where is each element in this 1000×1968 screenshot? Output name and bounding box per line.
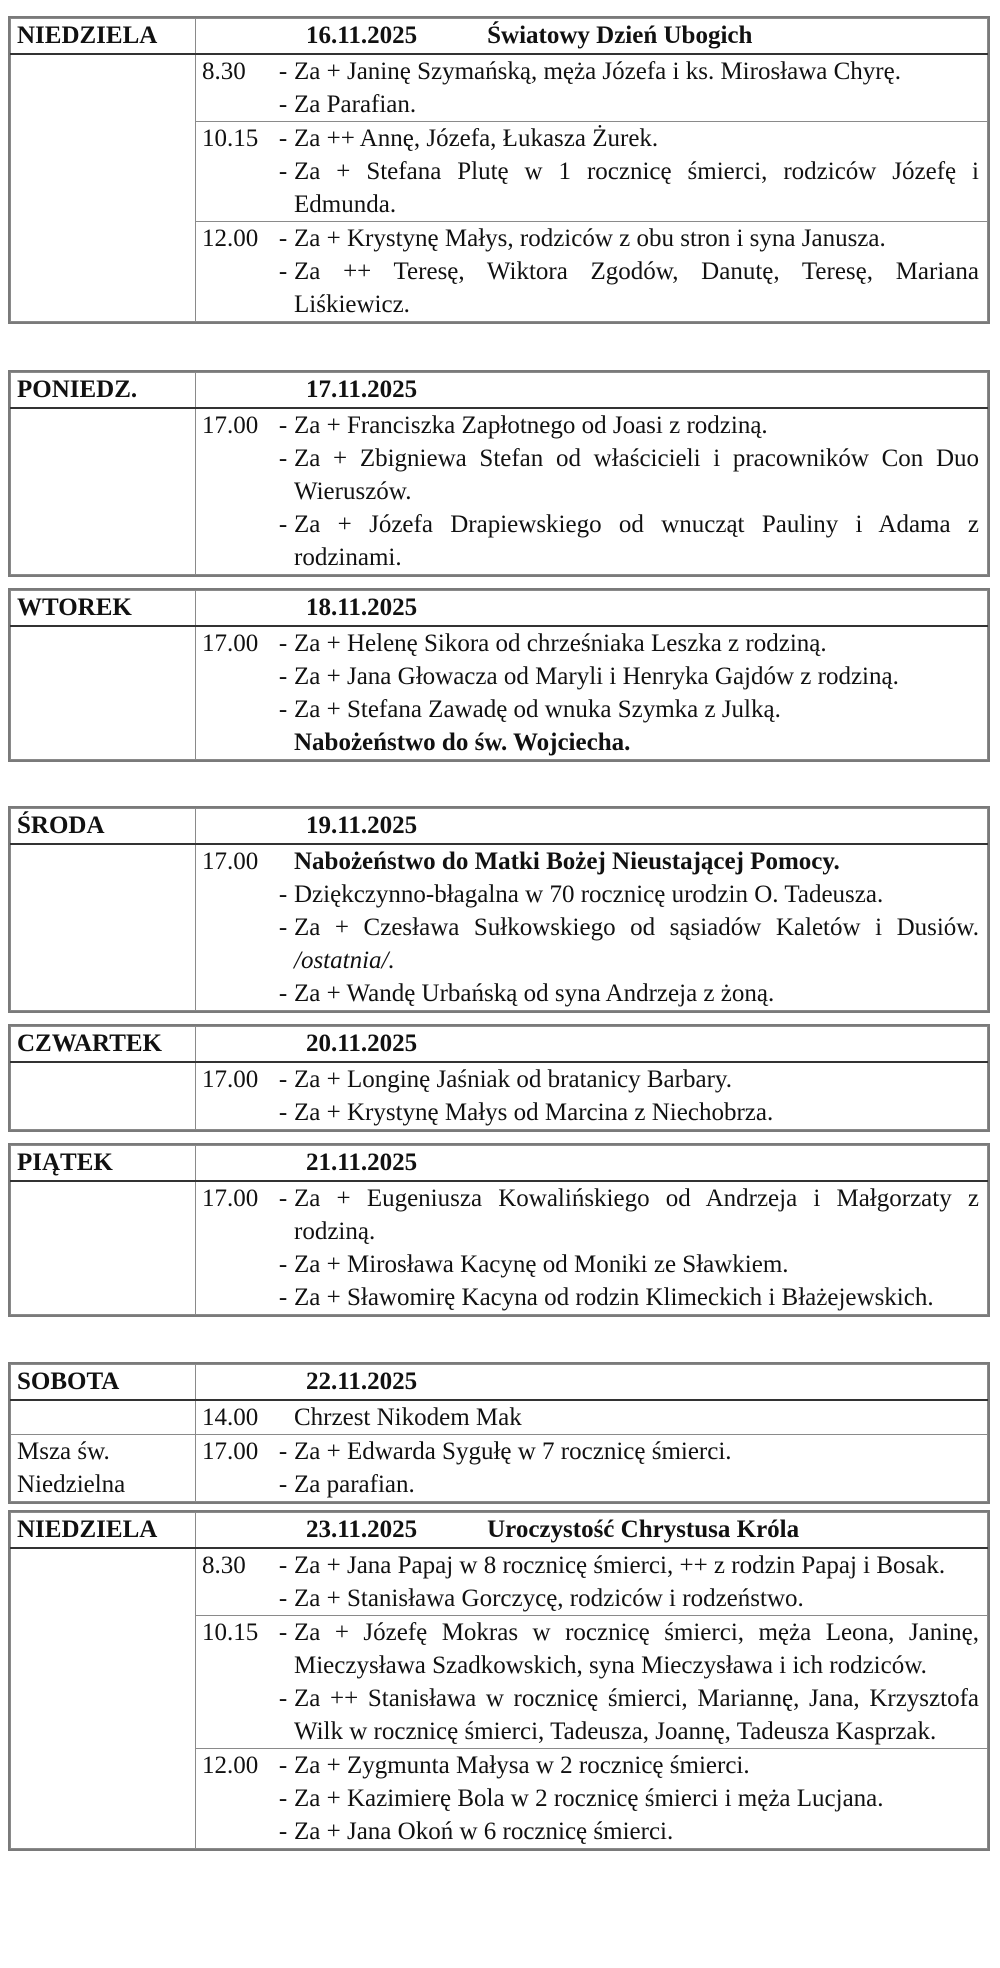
intention <box>202 1549 979 1582</box>
day-date: 18.11.2025 <box>306 594 418 621</box>
day-table <box>10 1145 988 1315</box>
time-spacer <box>202 1782 272 1815</box>
mass-heading-line <box>202 845 979 878</box>
mass-time: 10.15 <box>202 125 259 152</box>
day-name: CZWARTEK <box>11 1027 196 1063</box>
intention <box>202 255 979 321</box>
intention-text: Za Parafian. <box>294 91 417 118</box>
day-block <box>8 16 990 324</box>
intention-text: Za + Józefę Mokras w rocznicę śmierci, męża Leona, Janinę, Mieczysława Szadkowskich, syna Mieczysława i ich rodziców. <box>294 1619 979 1679</box>
dash-bullet: - <box>278 445 288 472</box>
spacer <box>272 1401 294 1434</box>
intention-text: Za + Stefana Zawadę od wnuka Szymka z Julką. <box>294 696 781 723</box>
day-name: ŚRODA <box>11 809 196 845</box>
intention <box>202 627 979 660</box>
feast-name: Światowy Dzień Ubogich <box>487 22 753 49</box>
day-header <box>196 19 988 55</box>
day-header-row <box>11 19 988 55</box>
intention-text: Za + Eugeniusza Kowalińskiego od Andrzeja i Małgorzaty z rodziną. <box>294 1185 979 1245</box>
dash-bullet: - <box>278 58 288 85</box>
day-left-cell <box>11 1181 196 1315</box>
dash-bullet: - <box>278 881 288 908</box>
day-left-cell <box>11 1062 196 1130</box>
intention <box>202 1435 979 1468</box>
intention <box>202 660 979 693</box>
mass-time: 12.00 <box>202 225 259 252</box>
mass-label <box>11 1400 196 1435</box>
mass-cell <box>196 122 988 222</box>
time-spacer <box>202 88 272 121</box>
dash-bullet: - <box>278 1438 288 1465</box>
mass-time: 14.00 <box>202 1404 259 1431</box>
day-block <box>8 806 990 1013</box>
day-date: 19.11.2025 <box>306 812 418 839</box>
time-spacer <box>202 1682 272 1748</box>
day-header-row <box>11 1365 988 1401</box>
day-header <box>196 1365 988 1401</box>
day-left-cell <box>11 54 196 322</box>
intention <box>202 911 979 977</box>
intention-text: Za + Zygmunta Małysa w 2 rocznicę śmierci. <box>294 1752 750 1779</box>
day-name: WTOREK <box>11 591 196 627</box>
dash-bullet: - <box>278 663 288 690</box>
time-spacer <box>202 442 272 508</box>
day-table <box>10 1364 988 1502</box>
intention <box>202 1281 979 1314</box>
time-spacer <box>202 1468 272 1501</box>
day-left-cell <box>11 408 196 575</box>
day-table <box>10 372 988 575</box>
day-header <box>196 1146 988 1182</box>
day-header <box>196 809 988 845</box>
day-block <box>8 588 990 762</box>
day-date: 23.11.2025 <box>306 1516 418 1543</box>
intention-text: Za + Krystynę Małys od Marcina z Niechobrza. <box>294 1099 774 1126</box>
intention-text: Za + Kazimierę Bola w 2 rocznicę śmierci i męża Lucjana. <box>294 1785 884 1812</box>
intention <box>202 409 979 442</box>
intention-text: Za ++ Teresę, Wiktora Zgodów, Danutę, Teresę, Mariana Liśkiewicz. <box>294 258 979 318</box>
day-date: 22.11.2025 <box>306 1368 418 1395</box>
time-spacer <box>202 1096 272 1129</box>
intention <box>202 878 979 911</box>
mass-row <box>11 844 988 1011</box>
day-header <box>196 1027 988 1063</box>
intention <box>202 155 979 221</box>
intention-text: Za + Edwarda Sygułę w 7 rocznicę śmierci. <box>294 1438 732 1465</box>
mass-cell <box>196 54 988 122</box>
intention-text: Za + Helenę Sikora od chrześniaka Leszka z rodziną. <box>294 630 827 657</box>
mass-time: 17.00 <box>202 848 259 875</box>
intention <box>202 1682 979 1748</box>
mass-row <box>11 1548 988 1616</box>
mass-cell <box>196 408 988 575</box>
intention-text: Za + Jana Papaj w 8 rocznicę śmierci, ++ z rodzin Papaj i Bosak. <box>294 1552 946 1579</box>
mass-row <box>11 408 988 575</box>
dash-bullet: - <box>278 1785 288 1812</box>
mass-heading-line <box>202 1401 979 1434</box>
mass-time: 8.30 <box>202 58 246 85</box>
mass-time: 17.00 <box>202 630 259 657</box>
day-table <box>10 590 988 760</box>
intention-text: Za + Janinę Szymańską, męża Józefa i ks. Mirosława Chyrę. <box>294 58 901 85</box>
intention-text: Dziękczynno-błagalna w 70 rocznicę urodzin O. Tadeusza. <box>294 881 884 908</box>
day-header-row <box>11 1513 988 1549</box>
day-name: NIEDZIELA <box>11 19 196 55</box>
intention-text: Za + Longinę Jaśniak od bratanicy Barbary. <box>294 1066 733 1093</box>
dash-bullet: - <box>278 125 288 152</box>
dash-bullet: - <box>278 1752 288 1779</box>
mass-time: 17.00 <box>202 1185 259 1212</box>
day-header-row <box>11 809 988 845</box>
mass-label: Msza św. Niedzielna <box>11 1435 196 1502</box>
intention <box>202 88 979 121</box>
day-date: 20.11.2025 <box>306 1030 418 1057</box>
day-name: PIĄTEK <box>11 1146 196 1182</box>
intention-text: Za + Józefa Drapiewskiego od wnucząt Pauliny i Adama z rodzinami. <box>294 511 979 571</box>
spacer <box>272 845 294 878</box>
mass-row <box>11 1400 988 1435</box>
mass-cell <box>196 1400 988 1435</box>
intention <box>202 693 979 726</box>
dash-bullet: - <box>278 1471 288 1498</box>
feast-name: Uroczystość Chrystusa Króla <box>487 1516 800 1543</box>
intention-text: Za + Mirosława Kacynę od Moniki ze Sławkiem. <box>294 1251 789 1278</box>
dash-bullet: - <box>278 1619 288 1646</box>
intention-text: Za + Stanisława Gorczycę, rodziców i rodzeństwo. <box>294 1585 804 1612</box>
intention <box>202 1749 979 1782</box>
day-block <box>8 1362 990 1504</box>
mass-time: 17.00 <box>202 412 259 439</box>
day-name: PONIEDZ. <box>11 373 196 409</box>
day-date: 17.11.2025 <box>306 376 418 403</box>
intention <box>202 55 979 88</box>
mass-cell <box>196 1749 988 1849</box>
dash-bullet: - <box>278 158 288 185</box>
mass-cell <box>196 844 988 1011</box>
intention-text: Za + Jana Okoń w 6 rocznicę śmierci. <box>294 1818 674 1845</box>
day-left-cell <box>11 844 196 1011</box>
intention-text: Za + Czesława Sułkowskiego od sąsiadów Kaletów i Dusiów. /ostatnia/. <box>294 914 979 974</box>
day-header-row <box>11 591 988 627</box>
mass-cell <box>196 1435 988 1502</box>
mass-row <box>11 54 988 122</box>
day-left-cell <box>11 626 196 760</box>
intention-text: Za + Jana Głowacza od Maryli i Henryka Gajdów z rodziną. <box>294 663 899 690</box>
day-header <box>196 591 988 627</box>
dash-bullet: - <box>278 258 288 285</box>
mass-row <box>11 1435 988 1502</box>
dash-bullet: - <box>278 1185 288 1212</box>
intention-text: Za ++ Stanisława w rocznicę śmierci, Mariannę, Jana, Krzysztofa Wilk w rocznicę śmierci, Tadeusza, Joannę, Tadeusza Kasprzak. <box>294 1685 979 1745</box>
day-table <box>10 808 988 1011</box>
intention-text: Za + Krystynę Małys, rodziców z obu stron i syna Janusza. <box>294 225 886 252</box>
dash-bullet: - <box>278 1251 288 1278</box>
time-spacer <box>202 1582 272 1615</box>
intention-text: Za + Franciszka Zapłotnego od Joasi z rodziną. <box>294 412 768 439</box>
mass-time: 17.00 <box>202 1438 259 1465</box>
intention-text: Za + Stefana Plutę w 1 rocznicę śmierci, rodziców Józefę i Edmunda. <box>294 158 979 218</box>
mass-cell <box>196 626 988 760</box>
day-table <box>10 1512 988 1849</box>
mass-heading: Nabożeństwo do Matki Bożej Nieustającej Pomocy. <box>294 848 840 875</box>
day-block <box>8 1024 990 1132</box>
intention <box>202 1815 979 1848</box>
intention-text: Za + Sławomirę Kacyna od rodzin Klimeckich i Błażejewskich. <box>294 1284 934 1311</box>
time-spacer <box>202 1815 272 1848</box>
day-header-row <box>11 1146 988 1182</box>
time-spacer <box>202 508 272 574</box>
time-spacer <box>202 977 272 1010</box>
dash-bullet: - <box>278 1818 288 1845</box>
intention-text: Za + Zbigniewa Stefan od właścicieli i pracowników Con Duo Wieruszów. <box>294 445 979 505</box>
intention <box>202 1582 979 1615</box>
mass-heading: Chrzest Nikodem Mak <box>294 1404 522 1431</box>
day-header-row <box>11 373 988 409</box>
intention <box>202 1468 979 1501</box>
time-spacer <box>202 1281 272 1314</box>
service-note: Nabożeństwo do św. Wojciecha. <box>294 729 631 756</box>
day-date: 21.11.2025 <box>306 1149 418 1176</box>
day-block <box>8 1510 990 1851</box>
dash-bullet: - <box>278 1284 288 1311</box>
intention <box>202 222 979 255</box>
mass-time: 17.00 <box>202 1066 259 1093</box>
time-spacer <box>202 155 272 221</box>
time-spacer <box>202 911 272 977</box>
dash-bullet: - <box>278 1552 288 1579</box>
mass-cell <box>196 1616 988 1749</box>
dash-bullet: - <box>278 1585 288 1612</box>
dash-bullet: - <box>278 91 288 118</box>
day-name: SOBOTA <box>11 1365 196 1401</box>
day-name: NIEDZIELA <box>11 1513 196 1549</box>
mass-cell <box>196 1181 988 1315</box>
mass-time: 8.30 <box>202 1552 246 1579</box>
day-block <box>8 370 990 577</box>
dash-bullet: - <box>278 980 288 1007</box>
day-table <box>10 18 988 322</box>
dash-bullet: - <box>278 696 288 723</box>
day-date: 16.11.2025 <box>306 22 418 49</box>
day-header <box>196 373 988 409</box>
mass-row <box>11 1062 988 1130</box>
intention-text: Za ++ Annę, Józefa, Łukasza Żurek. <box>294 125 659 152</box>
intention <box>202 1182 979 1248</box>
dash-bullet: - <box>278 1099 288 1126</box>
intention-note: /ostatnia/. <box>294 947 395 974</box>
intention <box>202 977 979 1010</box>
day-block <box>8 1143 990 1317</box>
time-spacer <box>202 660 272 693</box>
day-header <box>196 1513 988 1549</box>
intention-text: Za + Wandę Urbańską od syna Andrzeja z żoną. <box>294 980 775 1007</box>
mass-row <box>11 1181 988 1315</box>
intention <box>202 1616 979 1682</box>
time-spacer <box>202 878 272 911</box>
intention <box>202 1063 979 1096</box>
mass-time: 10.15 <box>202 1619 259 1646</box>
time-spacer <box>202 693 272 726</box>
dash-bullet: - <box>278 225 288 252</box>
intention <box>202 508 979 574</box>
dash-bullet: - <box>278 412 288 439</box>
mass-time: 12.00 <box>202 1752 259 1779</box>
intention-text: Za parafian. <box>294 1471 415 1498</box>
mass-cell <box>196 222 988 322</box>
day-left-cell <box>11 1548 196 1849</box>
time-spacer <box>202 1248 272 1281</box>
dash-bullet: - <box>278 1066 288 1093</box>
day-header-row <box>11 1027 988 1063</box>
time-spacer <box>202 255 272 321</box>
day-table <box>10 1026 988 1130</box>
mass-cell <box>196 1062 988 1130</box>
intention <box>202 122 979 155</box>
dash-bullet: - <box>278 914 288 941</box>
dash-bullet: - <box>278 511 288 538</box>
intention <box>202 442 979 508</box>
intention <box>202 1248 979 1281</box>
dash-bullet: - <box>278 1685 288 1712</box>
dash-bullet: - <box>278 630 288 657</box>
intention <box>202 1782 979 1815</box>
intention <box>202 1096 979 1129</box>
mass-row <box>11 626 988 760</box>
mass-cell <box>196 1548 988 1616</box>
